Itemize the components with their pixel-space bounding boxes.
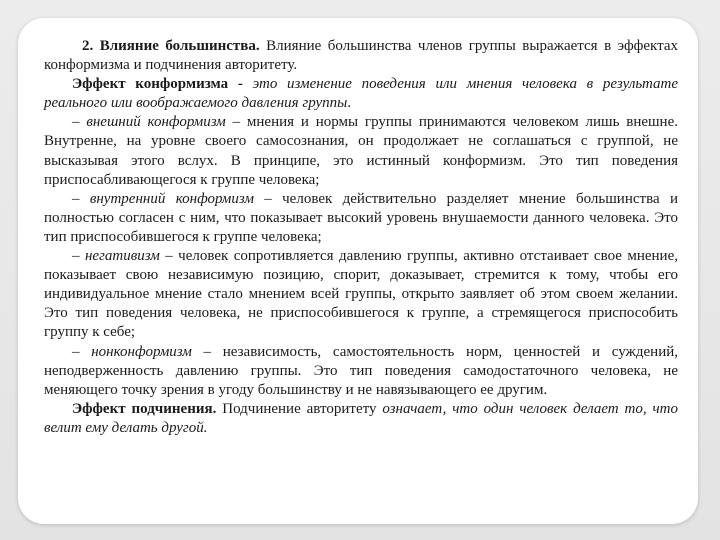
nonconformism-term: нонконформизм [91,343,192,360]
conformism-definition-end: . [347,95,352,112]
negativism-term: негативизм [84,248,160,265]
text-body [44,37,678,438]
paragraph-negativism [44,247,678,342]
section-heading: 2. Влияние большинства. [82,38,260,54]
paragraph-obedience [44,400,678,438]
list-dash: – [72,114,87,131]
paragraph-nonconformism [44,343,678,400]
paragraph-majority-influence [44,37,678,75]
section-intro: Влияние большинства членов группы выражается в эффектах конформизма и подчинения авторитету. [44,38,678,74]
paragraph-internal-conformism [44,190,678,247]
paragraph-external-conformism [44,113,678,189]
internal-conformism-text: – человек действительно разделяет мнение большинства и полностью согласен с ним, что показывает высокий уровень внушаемости данного человека. Это тип приспособившегося к группе человека; [44,190,678,245]
internal-conformism-term: внутренний конформизм [89,190,254,207]
conformism-term: Эффект конформизма - [72,76,243,93]
obedience-text: Подчинение авторитету [216,400,383,417]
list-dash: – [72,343,92,360]
external-conformism-term: внешний конформизм [86,114,226,131]
obedience-term: Эффект подчинения. [72,400,217,417]
paragraph-conformism-definition [44,75,678,113]
list-dash: – [72,248,85,265]
nonconformism-text: – независимость, самостоятельность норм, ценностей и суждений, неподверженность давлению группы. Это тип поведения самодостаточного человека, не меняющего точку зрения в угоду большинству и не навязывающего ее другим. [44,343,679,398]
obedience-italic-text: означает, что один человек делает то, что велит ему делать другой. [44,400,679,436]
external-conformism-text: – мнения и нормы группы принимаются человеком лишь внешне. Внутренне, на уровне своего самосознания, он продолжает не соглашаться с группой, не высказывая этого вслух. В принципе, это истинный конформизм. Это тип поведения приспосабливающегося к группе человека; [44,114,678,188]
list-dash: – [72,190,90,207]
negativism-text: – человек сопротивляется давлению группы, активно отстаивает свое мнение, показывает свою независимую позицию, спорит, доказывает, стремится к тому, чтобы его индивидуальное мнение стало мнением всей группы, открыто заявляет об этом своем желании. Это тип поведения человека, не приспособившегося к группе, а стремящегося приспособить группу к себе; [44,248,678,341]
conformism-definition: это изменение поведения или мнения человека в результате реального или воображаемого давления группы [44,76,679,112]
